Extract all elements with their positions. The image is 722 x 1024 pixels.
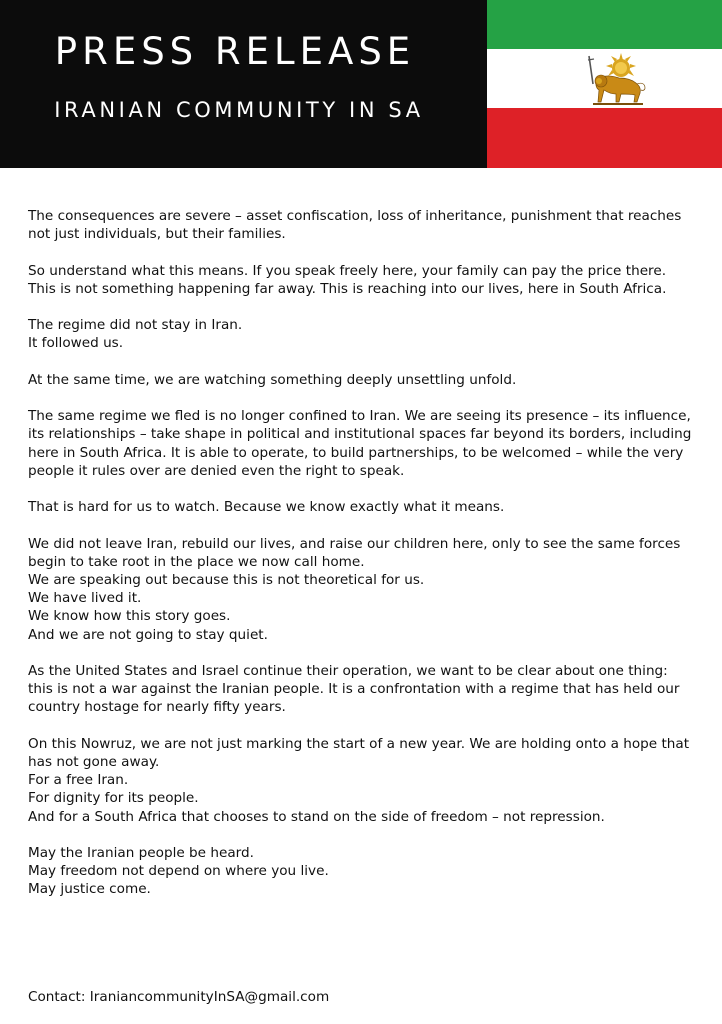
page-title: PRESS RELEASE [54, 30, 416, 73]
body-paragraph [28, 262, 698, 298]
paragraph-line: So understand what this means. If you speak freely here, your family can pay the price there. This is not something happening far away. This is reaching into our lives, here in South Africa. [28, 262, 667, 297]
paragraph-line: this is not a war against the Iranian people. It is a confrontation with a regime that has held our country hostage for nearly fifty years. [28, 681, 680, 716]
paragraph-line: As the United States and Israel continue their operation, we want to be clear about one thing: [28, 662, 668, 679]
iran-flag [487, 0, 722, 168]
title-block [0, 0, 487, 168]
paragraph-line: We did not leave Iran, rebuild our lives, and raise our children here, only to see the same forces begin to take root in the place we now call home. [28, 535, 681, 570]
contact-line: Contact: IraniancommunityInSA@gmail.com [28, 989, 330, 1005]
paragraph-line: And for a South Africa that chooses to stand on the side of freedom – not repression. [28, 808, 605, 825]
paragraph-line: The same regime we fled is no longer confined to Iran. We are seeing its presence – its influence, its relationships – take shape in political and institutional spaces far beyond its borders, including here in South Africa. It is able to operate, to build partnerships, to be welcomed – while the very people it rules over are denied even the right to speak. [28, 408, 692, 479]
paragraph-line: We are speaking out because this is not theoretical for us. [28, 571, 425, 588]
paragraph-line: May freedom not depend on where you live. [28, 863, 329, 880]
flag-green-stripe [487, 0, 722, 49]
paragraph-line: That is hard for us to watch. Because we know exactly what it means. [28, 499, 505, 516]
paragraph-line: The consequences are severe – asset confiscation, loss of inheritance, punishment that reaches not just individuals, but their families. [28, 208, 682, 243]
body-paragraph [28, 735, 698, 826]
paragraph-line: May the Iranian people be heard. [28, 844, 254, 861]
paragraph-line: The regime did not stay in Iran. [28, 317, 243, 334]
body-paragraph [28, 535, 698, 644]
body-paragraph [28, 844, 698, 899]
paragraph-line: It followed us. [28, 335, 124, 352]
page-header [0, 0, 722, 168]
paragraph-line: May justice come. [28, 881, 151, 898]
body-paragraph [28, 662, 698, 717]
paragraph-line: We have lived it. [28, 590, 142, 607]
body-paragraph [28, 371, 698, 389]
body-paragraph [28, 498, 698, 516]
press-release-body [28, 207, 698, 917]
paragraph-line: At the same time, we are watching something deeply unsettling unfold. [28, 371, 517, 388]
body-paragraph [28, 207, 698, 243]
paragraph-line: We know how this story goes. [28, 608, 231, 625]
page-subtitle: IRANIAN COMMUNITY IN SA [54, 98, 424, 122]
paragraph-line: On this Nowruz, we are not just marking the start of a new year. We are holding onto a hope that has not gone away. [28, 735, 690, 770]
body-paragraph [28, 316, 698, 352]
paragraph-line: For dignity for its people. [28, 790, 199, 807]
lion-and-sun-icon [579, 50, 651, 108]
paragraph-line: For a free Iran. [28, 772, 129, 789]
paragraph-line: And we are not going to stay quiet. [28, 626, 268, 643]
flag-red-stripe [487, 108, 722, 168]
body-paragraph [28, 407, 698, 480]
